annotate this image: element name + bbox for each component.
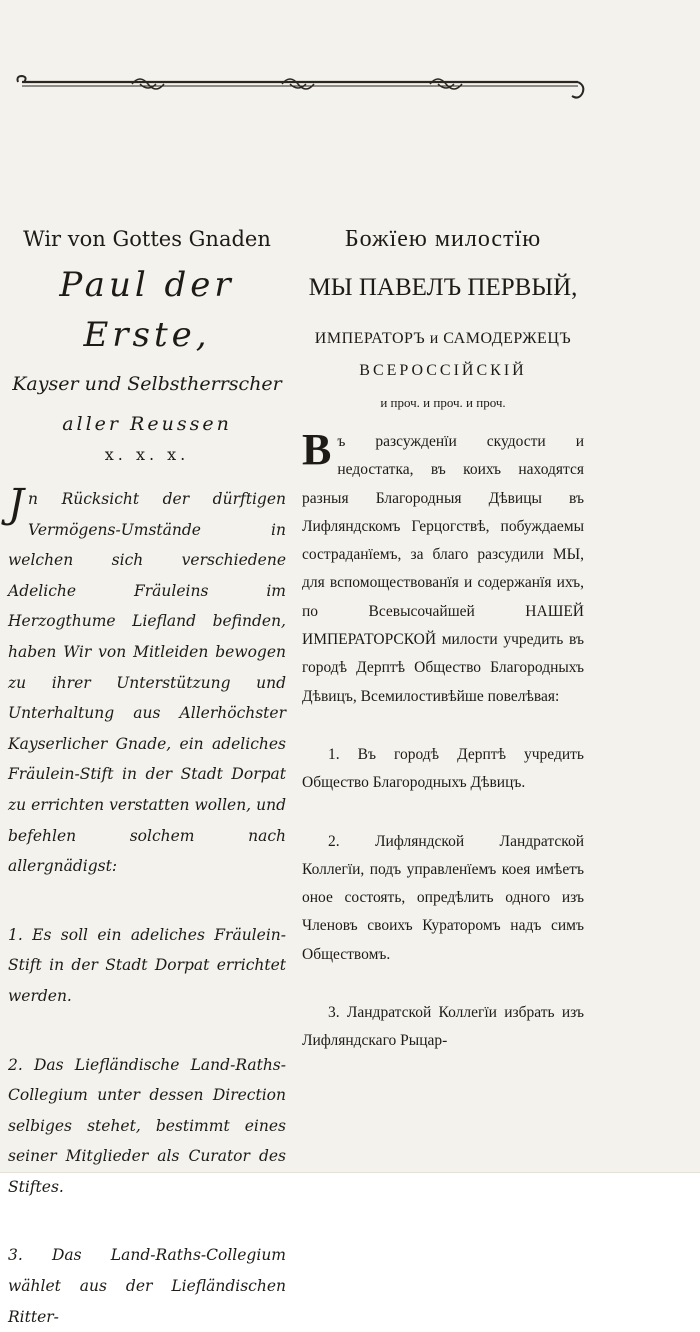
russian-intro-text: ъ разсужденїи скудости и недостатка, въ коихъ находятся разныя Благородныя Дѣвицы въ Лифляндскомъ Герцогствѣ, побуждаемы состраданїемъ, за благо разсудили МЫ, для вспомоществованїя и содержанїя ихъ, по Всевысочайшей НАШЕЙ ИМПЕРАТОРСКОЙ милости учредить въ городѣ Дерптѣ Общество Благородныхъ Дѣвицъ, Всемилостивѣйше повелѣвая: [302, 433, 584, 705]
russian-intro-paragraph [302, 425, 584, 711]
russian-heading-line1: Божїею милостїю [344, 226, 542, 252]
ornamental-rule [12, 68, 588, 108]
russian-item-1: 1. Въ городѣ Дерптѣ учредить Общество Благородныхъ Дѣвицъ. [302, 745, 584, 792]
german-heading-line1: Wir von Gottes Gnaden [23, 227, 271, 251]
german-item-1: 1. Es soll ein adeliches Fräulein-Stift in der Stadt Dorpat errichtet werden. [8, 925, 286, 1005]
russian-column [302, 222, 584, 1056]
german-item-2: 2. Das Liefländische Land-Raths-Collegium unter dessen Direction selbiges stehet, bestimmt eines seiner Mitglieder als Curator des Stiftes. [8, 1055, 286, 1196]
russian-heading-line2: МЫ ПАВЕЛЪ ПЕРВЫЙ, [308, 274, 578, 301]
german-heading-line3: Kayser und Selbstherrscher [12, 373, 282, 395]
russian-item-3: 3. Ландратской Коллегїи избрать изъ Лифляндскаго Рыцар- [302, 1004, 584, 1050]
russian-dropcap: В [302, 425, 332, 474]
russian-heading-line4: ВСЕРОССІЙСКІЙ [359, 362, 527, 379]
german-heading-line5: x. x. x. [104, 445, 190, 464]
russian-heading-line3: ИМПЕРАТОРЪ и САМОДЕРЖЕЦЪ [314, 330, 572, 347]
german-heading-line4: aller Reussen [62, 413, 232, 435]
german-intro-text: n Rücksicht der dürftigen Vermögens-Umstände in welchen sich verschiedene Adeliche Fräuleins im Herzogthume Liefland befinden, haben Wir von Mitleiden bewogen zu ihrer Unterstützung und Unterhaltung aus Allerhöchster Kayserlicher Gnade, ein adeliches Fräulein-Stift in der Stadt Dorpat zu errichten verstatten wollen, und befehlen solchem nach allergnädigst: [8, 490, 286, 876]
german-dropcap: J [8, 481, 25, 527]
german-heading-line2: Paul der Erste, [59, 265, 235, 355]
german-intro-paragraph [8, 481, 286, 882]
ornament-graphic [12, 68, 588, 108]
russian-item-2: 2. Лифляндской Ландратской Коллегїи, подъ управленїемъ коея имѣетъ оное состоять, опредѣлить одного изъ Членовъ своихъ Кураторомъ надъ симъ Обществомъ. [302, 832, 584, 963]
russian-heading-line5: и проч. и проч. и проч. [380, 395, 506, 410]
german-item-3: 3. Das Land-Raths-Collegium wählet aus der Liefländischen Ritter- [8, 1246, 286, 1326]
german-column [8, 222, 286, 1332]
